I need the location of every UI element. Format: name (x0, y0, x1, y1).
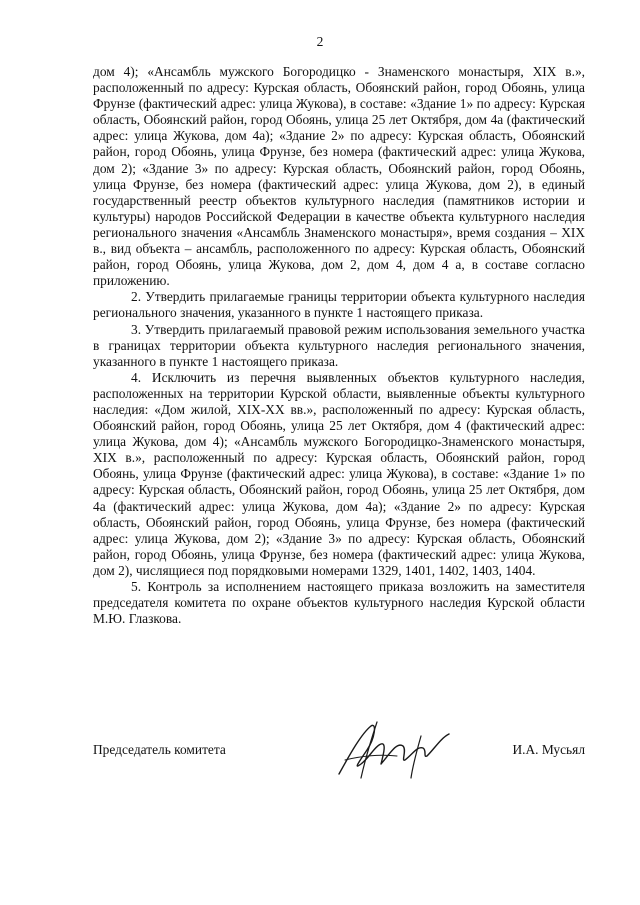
signature-block (93, 732, 585, 782)
order-body (93, 64, 585, 627)
paragraph-continuation: дом 4); «Ансамбль мужского Богородицко - Знаменского монастыря, XIX в.», расположенный по адресу: Курская область, Обоянский район, город Обоянь, улица Фрунзе (фактический адрес: улица Жукова), в составе: «Здание 1» по адресу: Курская область, Обоянский район, город Обоянь, улица 25 лет Октября, дом 4а (фактический адрес: улица Жукова, дом 4а); «Здание 2» по адресу: Курская область, Обоянский район, город Обоянь, улица Фрунзе, без номера (фактический адрес: улица Жукова, дом 2); «Здание 3» по адресу: Курская область, Обоянский район, город Обоянь, улица Фрунзе, без номера (фактический адрес: улица Жукова, дом 2), в единый государственный реестр объектов культурного наследия (памятников истории и культуры) народов Российской Федерации в качестве объекта культурного наследия регионального значения «Ансамбль Знаменского монастыря», время создания – XIX в., вид объекта – ансамбль, расположенного по адресу: Курская область, Обоянский район, город Обоянь, улица Жукова, дом 2, дом 4, дом 4 а, в составе согласно приложению. (93, 64, 585, 289)
signatory-name: И.А. Мусьял (512, 742, 585, 757)
paragraph-item-3: 3. Утвердить прилагаемый правовой режим использования земельного участка в границах территории объекта культурного наследия регионального значения, указанного в пункте 1 настоящего приказа. (93, 321, 585, 369)
signatory-title: Председатель комитета (93, 742, 226, 757)
handwritten-signature (331, 716, 461, 782)
page-number: 2 (316, 34, 324, 49)
paragraph-item-2: 2. Утвердить прилагаемые границы территории объекта культурного наследия регионального значения, указанного в пункте 1 настоящего приказа. (93, 289, 585, 321)
paragraph-item-5: 5. Контроль за исполнением настоящего приказа возложить на заместителя председателя комитета по охране объектов культурного наследия Курской области М.Ю. Глазкова. (93, 579, 585, 627)
paragraph-item-4: 4. Исключить из перечня выявленных объектов культурного наследия, расположенных на территории Курской области, выявленные объекты культурного наследия: «Дом жилой, XIX-XX вв.», расположенный по адресу: Курская область, Обоянский район, город Обоянь, улица 25 лет Октября, дом 4 (фактический адрес: улица Жукова, дом 4); «Ансамбль мужского Богородицко-Знаменского монастыря, XIX в.», расположенный по адресу: Курская область, Обоянский район, город Обоянь, улица Фрунзе (фактический адрес: улица Жукова), в составе: «Здание 1» по адресу: Курская область, Обоянский район, город Обоянь, улица 25 лет Октября, дом 4а (фактический адрес: улица Жукова, дом 4а); «Здание 2» по адресу: Курская область, Обоянский район, город Обоянь, улица Фрунзе, без номера (фактический адрес: улица Жукова, дом 2); «Здание 3» по адресу: Курская область, Обоянский район, город Обоянь, улица Фрунзе, без номера (фактический адрес: улица Жукова, дом 2), числящиеся под порядковыми номерами 1329, 1401, 1402, 1403, 1404. (93, 369, 585, 578)
